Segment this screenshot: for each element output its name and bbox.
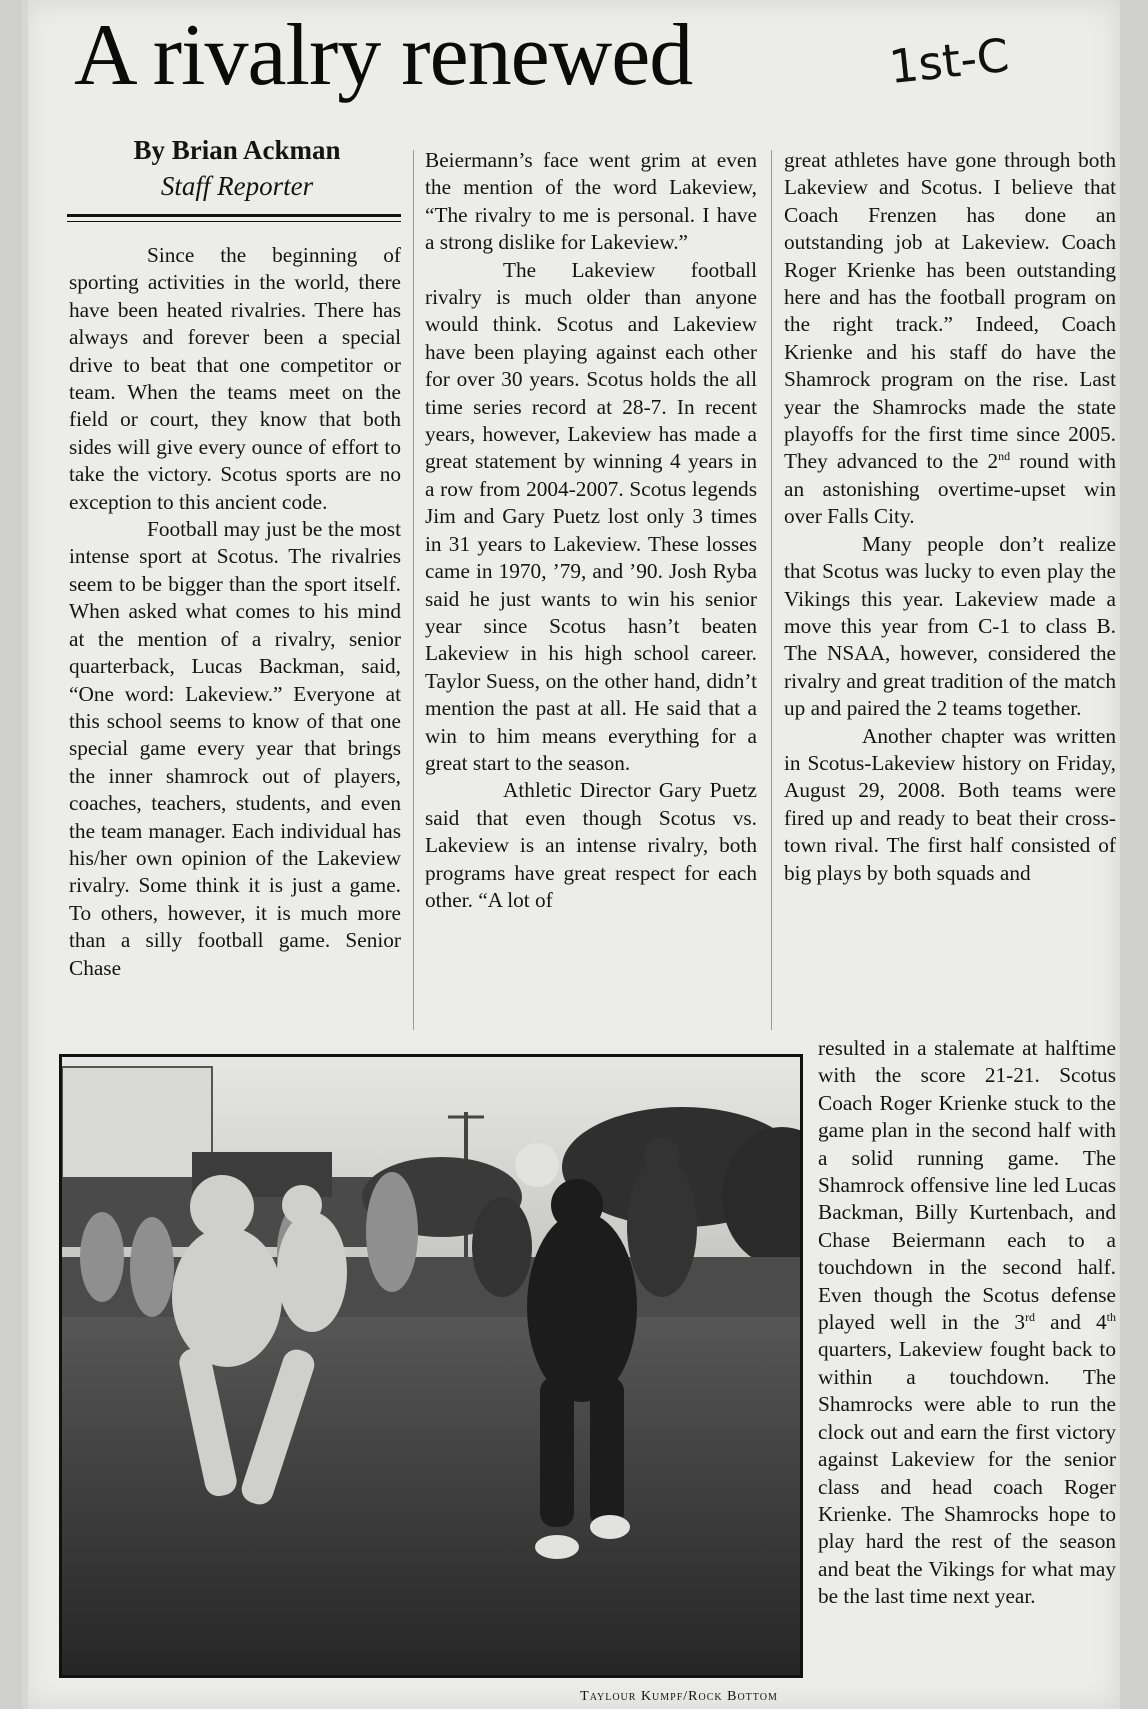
paragraph <box>784 147 1116 531</box>
text-run: round with an astonishing overtime-upset win over Falls City. <box>784 449 1116 529</box>
paragraph <box>818 1035 1116 1611</box>
article-column-3-continued <box>818 1035 1116 1611</box>
paragraph: Since the beginning of sporting activities in the world, there have been heated rivalries. There has always and forever been a special drive to beat that one competitor or team. When the teams meet on the field or court, they know that both sides will give every ounce of effort to take the victory. Scotus sports are no exception to this ancient code. <box>69 243 401 514</box>
photo-illustration <box>62 1057 800 1675</box>
ordinal-suffix: rd <box>1025 1309 1036 1324</box>
newspaper-clipping <box>22 0 1120 1709</box>
article-column-2 <box>425 147 757 914</box>
paragraph: Beiermann’s face went grim at even the mention of the word Lakeview, “The rivalry to me is personal. I have a strong dislike for Lakeview.” <box>425 148 757 255</box>
handwritten-note: 1st-C <box>886 27 1012 95</box>
column-divider <box>771 150 772 1030</box>
headline: A rivalry renewed <box>74 7 693 104</box>
byline-role: Staff Reporter <box>160 171 314 201</box>
byline-divider-thin <box>67 221 401 222</box>
paragraph: The Lakeview football rivalry is much older than anyone would think. Scotus and Lakeview have been playing against each other for over 30 years. Scotus holds the all time series record at 28-7. In recent years, however, Lakeview has made a great statement by winning 4 years in a row from 2004-2007. Scotus legends Jim and Gary Puetz lost only 3 times in 31 years to Lakeview. These losses came in 1970, ’79, and ’90. Josh Ryba said he just wants to win his senior year since Scotus hasn’t beaten Lakeview in his high school career. Taylor Suess, on the other hand, didn’t mention the past at all. He said that a win to him means everything for a great start to the season. <box>425 257 757 775</box>
article-column-1 <box>69 242 401 982</box>
paragraph: Many people don’t realize that Scotus was lucky to even play the Vikings this year. Lakeview made a move this year from C-1 to class B. The NSAA, however, considered the rivalry and great tradition of the match up and paired the 2 teams together. <box>784 531 1116 721</box>
page-fold-edge <box>22 0 28 1709</box>
text-run: resulted in a stalemate at halftime with the score 21-21. Scotus Coach Roger Krienke stuck to the game plan in the second half with a solid running game. The Shamrock offensive line led Lucas Backman, Billy Kurtenbach, and Chase Beiermann each to a touchdown in the second half. Even though the Scotus defense played well in the 3 <box>818 1036 1116 1335</box>
byline <box>72 132 402 204</box>
article-column-3 <box>784 147 1116 887</box>
ordinal-suffix: th <box>1106 1309 1116 1324</box>
text-run: and 4 <box>1035 1310 1107 1335</box>
byline-divider <box>67 214 401 217</box>
column-divider <box>413 150 414 1030</box>
text-run: great athletes have gone through both Lakeview and Scotus. I believe that Coach Frenzen has done an outstanding job at Lakeview. Coach Roger Krienke has been outstanding here and has the football program on the right track.” Indeed, Coach Krienke and his staff do have the Shamrock program on the rise. Last year the Shamrocks made the state playoffs for the first time since 2005. They advanced to the 2 <box>784 148 1116 474</box>
paragraph: Another chapter was written in Scotus-Lakeview history on Friday, August 29, 2008. Both teams were fired up and ready to beat their cross-town rival. The first half consisted of big plays by both squads and <box>784 723 1116 885</box>
text-run: quarters, Lakeview fought back to within a touchdown. The Shamrocks were able to run the clock out and earn the first victory against Lakeview for the senior class and head coach Roger Krienke. The Shamrocks hope to play hard the rest of the season and beat the Vikings for what may be the last time next year. <box>818 1337 1116 1609</box>
football-game-photo <box>59 1054 803 1678</box>
ordinal-suffix: nd <box>998 449 1011 464</box>
photo-credit: Taylour Kumpf/Rock Bottom <box>580 1689 778 1704</box>
paragraph: Athletic Director Gary Puetz said that even though Scotus vs. Lakeview is an intense rivalry, both programs have great respect for each other. “A lot of <box>425 778 757 912</box>
byline-name: By Brian Ackman <box>133 135 341 165</box>
paragraph: Football may just be the most intense sport at Scotus. The rivalries seem to be bigger than the sport itself. When asked what comes to his mind at the mention of a rivalry, senior quarterback, Lucas Backman, said, “One word: Lakeview.” Everyone at this school seems to know of that one special game every year that brings the inner shamrock out of players, coaches, teachers, students, and even the team manager. Each individual has his/her own opinion of the Lakeview rivalry. Some think it is just a game. To others, however, it is much more than a silly football game. Senior Chase <box>69 517 401 980</box>
